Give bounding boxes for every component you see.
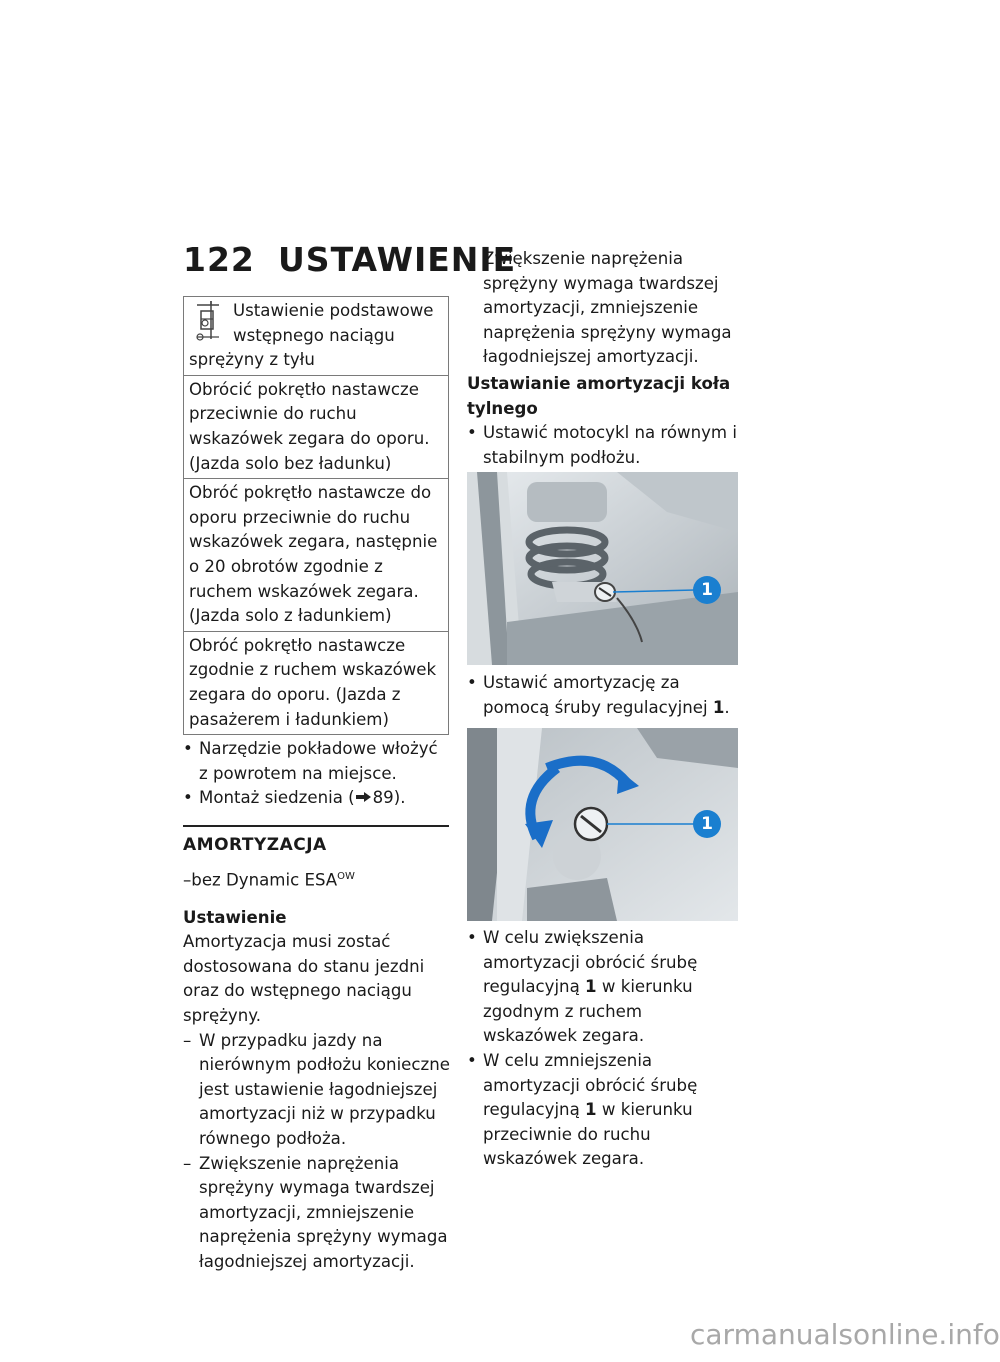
right-column: [467, 249, 739, 470]
list-item: • W celu zwiększenia amortyzacji obrócić śrubę regulacyjną 1 w kierunku zgodnym z ruchem wskazówek zegara.: [467, 926, 739, 1049]
tool-adjust-icon: [189, 299, 233, 345]
list-item: [183, 786, 451, 811]
ref-close: ).: [393, 788, 406, 808]
table-head-text: Ustawienie podstawowe wstępnego naciągu sprężyny z tyłu: [189, 301, 434, 370]
rear-damping-heading: Ustawianie amortyzacji koła tylnego: [467, 374, 731, 418]
section-title: AMORTYZACJA: [183, 834, 327, 855]
variant-note: –bez Dynamic $ESA^{OW}$: [183, 871, 355, 890]
list-item: • Ustawić amortyzację za pomocą śruby regulacyjnej 1.: [467, 671, 739, 720]
page-number: 122: [183, 240, 255, 279]
page-title: USTAWIENIE: [278, 240, 517, 279]
watermark: carmanualsonline.info: [690, 1318, 1000, 1351]
adjuster-screw-photo: [467, 728, 738, 921]
list-item: – W przypadku jazdy na nierównym podłożu konieczne jest ustawienie łagodniejszej amortyzacji niż w przypadku równego podłoża.: [183, 1029, 451, 1152]
intro-paragraph: Amortyzacja musi zostać dostosowana do stanu jezdni oraz do wstępnego naciągu sprężyny.: [183, 932, 425, 1025]
right-column-bottom: [467, 926, 739, 1169]
seat-ref-text: Montaż siedzenia (: [199, 788, 355, 808]
table-cell: Obrócić pokrętło nastawcze przeciwnie do ruchu wskazówek zegara do oporu. (Jazda solo bez ładunku): [184, 375, 449, 478]
sub-heading: Ustawienie: [183, 907, 287, 927]
table-cell: Obróć pokrętło nastawcze zgodnie z ruchem wskazówek zegara do oporu. (Jazda z pasażerem i ładunkiem): [184, 631, 449, 734]
arrow-ref-icon: [355, 786, 373, 811]
section-divider: [183, 825, 449, 827]
table-row: [184, 479, 449, 632]
callout-1: 1: [701, 580, 713, 600]
list-item: • Ustawić motocykl na równym i stabilnym podłożu.: [467, 421, 739, 470]
table-head-row: [184, 297, 449, 376]
right-column-mid: [467, 671, 739, 720]
ref-number: 1: [712, 697, 725, 717]
table-cell: Obróć pokrętło nastawcze do oporu przeciwnie do ruchu wskazówek zegara, następnie o 20 obrotów zgodnie z ruchem wskazówek zegara. (Jazda solo z ładunkiem): [184, 479, 449, 632]
shock-absorber-photo: [467, 472, 738, 665]
list-item: • W celu zmniejszenia amortyzacji obrócić śrubę regulacyjną 1 w kierunku przeciwnie do ruchu wskazówek zegara.: [467, 1049, 739, 1123]
list-item: • Narzędzie pokładowe włożyć z powrotem na miejsce.: [183, 737, 451, 786]
left-column: [183, 296, 451, 1271]
dash-list: [183, 1029, 451, 1271]
ref-number: 1: [585, 977, 597, 997]
page-header: [183, 240, 516, 279]
callout-1: 1: [701, 814, 713, 834]
page-ref-link[interactable]: 89: [372, 788, 394, 808]
spring-preload-table: [183, 296, 449, 735]
ref-number: 1: [585, 1100, 597, 1120]
continued-text: Zwiększenie naprężenia sprężyny wymaga twardszej amortyzacji, zmniejszenie naprężenia sprężyny wymaga łagodniejszej amortyzacji.: [483, 249, 732, 367]
list-item: – Zwiększenie naprężenia sprężyny wymaga twardszej amortyzacji, zmniejszenie naprężenia sprężyny wymaga łagodniejszej amortyzacji.: [183, 1152, 451, 1201]
bullet-list: [183, 737, 451, 811]
table-row: [184, 631, 449, 734]
table-row: [184, 375, 449, 478]
